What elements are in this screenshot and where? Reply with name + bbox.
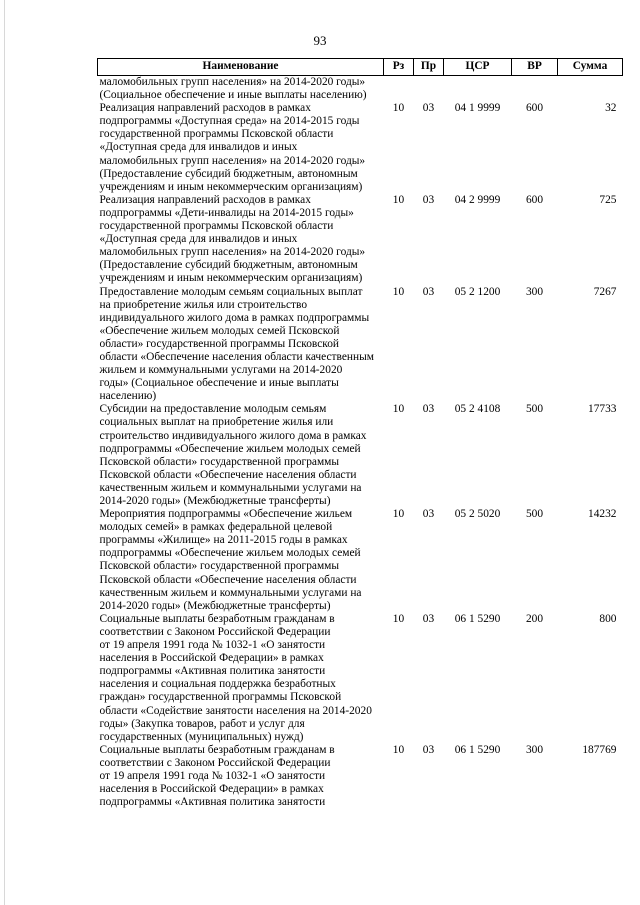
row-sum-cell: 7267 (593, 285, 617, 298)
row-pr-cell (414, 76, 444, 103)
row-name-line: подпрограммы «Активная политика занятости (99, 665, 326, 678)
row-name-line: Псковской области» государственной программы (99, 455, 340, 468)
row-pr-cell: 03 (422, 612, 435, 625)
row-vr-cell: 600 (525, 193, 544, 206)
row-name-line: на приобретение жилья или строительство (99, 298, 308, 311)
row-pr-cell: 03 (422, 743, 435, 756)
row-name-line: Субсидии на предоставление молодым семьям (99, 403, 327, 416)
row-vr-cell: 300 (525, 285, 544, 298)
row-rz-cell: 10 (392, 508, 405, 521)
row-name-cell (98, 508, 384, 613)
row-name-line: программы «Жилище» на 2011-2015 годы в рамках (99, 534, 348, 547)
header-pr: Пр (414, 59, 444, 76)
row-rz-cell (384, 76, 414, 103)
row-name-line: «Доступная среда для инвалидов и иных (99, 233, 298, 246)
page-number: 93 (313, 33, 327, 48)
row-rz-cell: 10 (392, 403, 405, 416)
row-name-line: индивидуального жилого дома в рамках подпрограммы (99, 311, 370, 324)
row-csr-cell: 04 2 9999 (454, 193, 501, 206)
table-row (98, 76, 623, 103)
row-name-line: подпрограммы «Обеспечение жильем молодых семей (99, 547, 361, 560)
row-name-cell (98, 403, 384, 508)
row-name-line: государственной программы Псковской области (99, 128, 334, 141)
row-name-line: граждан» государственной программы Псковской (99, 691, 342, 704)
row-name-line: Социальные выплаты безработным гражданам в (99, 612, 335, 625)
row-name-line: качественным жильем и коммунальными услугами на (99, 586, 362, 599)
header-vr: ВР (512, 59, 558, 76)
row-rz-cell: 10 (392, 612, 405, 625)
row-pr-cell: 03 (422, 193, 435, 206)
row-csr-cell (444, 76, 512, 103)
row-vr-cell: 200 (525, 612, 544, 625)
row-name-line: «Обеспечение жильем молодых семей Псковской (99, 324, 340, 337)
row-name-line: строительство индивидуального жилого дома в рамках (99, 429, 367, 442)
row-name-line: соответствии с Законом Российской Федерации (99, 625, 331, 638)
row-name-line: годы» (Закупка товаров, работ и услуг для (99, 717, 305, 730)
table-row (98, 286, 623, 404)
row-sum-cell: 17733 (588, 403, 617, 416)
row-name-line: Реализация направлений расходов в рамках (99, 102, 311, 115)
row-name-line: Предоставление молодым семьям социальных выплат (99, 285, 363, 298)
row-name-line: маломобильных групп населения» на 2014-2020 годы» (99, 76, 366, 88)
row-pr-cell: 03 (422, 403, 435, 416)
row-name-line: молодых семей» в рамках федеральной целевой (99, 521, 333, 534)
row-pr-cell: 03 (422, 285, 435, 298)
row-vr-cell: 600 (525, 102, 544, 115)
row-name-line: от 19 апреля 1991 года № 1032-1 «О занятости (99, 769, 326, 782)
table-header-row (98, 59, 623, 76)
row-sum-cell: 32 (605, 102, 617, 115)
row-name-cell (98, 76, 384, 103)
row-name-line: 2014-2020 годы» (Межбюджетные трансферты) (99, 495, 331, 507)
row-name-line: Мероприятия подпрограммы «Обеспечение жильем (99, 508, 353, 521)
row-sum-cell: 725 (599, 193, 617, 206)
row-rz-cell: 10 (392, 285, 405, 298)
row-sum-cell: 14232 (588, 508, 617, 521)
row-csr-cell: 06 1 5290 (454, 743, 501, 756)
table-row (98, 613, 623, 744)
row-name-line: (Предоставление субсидий бюджетным, автономным (99, 259, 358, 272)
table-row (98, 102, 623, 194)
row-name-line: населения в Российской Федерации» в рамках (99, 783, 324, 796)
row-name-line: области» государственной программы Псковской (99, 337, 340, 350)
row-name-cell (98, 613, 384, 744)
row-name-line: подпрограммы «Доступная среда» на 2014-2015 годы (99, 115, 360, 128)
row-name-line: 2014-2020 годы» (Межбюджетные трансферты) (99, 599, 331, 612)
row-vr-cell: 300 (525, 743, 544, 756)
row-name-line: подпрограммы «Активная политика занятости (99, 796, 326, 809)
row-rz-cell: 10 (392, 193, 405, 206)
row-vr-cell: 500 (525, 508, 544, 521)
row-rz-cell: 10 (392, 102, 405, 115)
row-name-line: от 19 апреля 1991 года № 1032-1 «О занятости (99, 639, 326, 652)
header-name: Наименование (98, 59, 384, 76)
table-row (98, 744, 623, 809)
header-rz: Рз (384, 59, 414, 76)
row-csr-cell: 05 2 5020 (454, 508, 501, 521)
row-csr-cell: 05 2 4108 (454, 403, 501, 416)
row-name-line: области «Содействие занятости населения на 2014-2020 (99, 704, 372, 717)
row-name-line: населению) (99, 390, 157, 403)
row-sum-cell: 800 (599, 612, 617, 625)
row-name-line: подпрограммы «Дети-инвалиды на 2014-2015 годы» (99, 206, 354, 219)
row-name-line: учреждениям и иным некоммерческим организациям) (99, 272, 363, 285)
row-name-line: маломобильных групп населения» на 2014-2020 годы» (99, 246, 366, 259)
row-name-line: качественным жильем и коммунальными услугами на (99, 481, 362, 494)
table-row (98, 403, 623, 508)
row-name-line: Реализация направлений расходов в рамках (99, 193, 311, 206)
row-csr-cell: 06 1 5290 (454, 612, 501, 625)
row-vr-cell: 500 (525, 403, 544, 416)
table-row (98, 194, 623, 286)
row-name-line: населения и социальная поддержка безработных (99, 678, 336, 691)
row-name-cell (98, 286, 384, 404)
row-name-line: Псковской области «Обеспечение населения области (99, 573, 357, 586)
row-vr-cell (512, 76, 558, 103)
row-name-cell (98, 744, 384, 809)
row-pr-cell: 03 (422, 508, 435, 521)
row-name-line: годы» (Социальное обеспечение и иные выплаты (99, 377, 339, 390)
row-name-line: населения в Российской Федерации» в рамках (99, 652, 324, 665)
row-csr-cell: 05 2 1200 (454, 285, 501, 298)
row-name-line: области «Обеспечение населения области качественным (99, 350, 374, 363)
row-name-line: «Доступная среда для инвалидов и иных (99, 141, 298, 154)
row-name-line: Псковской области «Обеспечение населения области (99, 468, 357, 481)
table-body (98, 76, 623, 810)
row-name-line: государственных (муниципальных) нужд) (99, 730, 304, 743)
row-name-cell (98, 194, 384, 286)
row-rz-cell: 10 (392, 743, 405, 756)
row-name-line: социальных выплат на приобретение жилья или (99, 416, 334, 429)
scan-edge (4, 0, 5, 905)
row-name-line: (Предоставление субсидий бюджетным, автономным (99, 167, 358, 180)
row-name-cell (98, 102, 384, 194)
budget-table (97, 58, 623, 809)
row-name-line: соответствии с Законом Российской Федерации (99, 756, 331, 769)
row-name-line: Социальные выплаты безработным гражданам в (99, 743, 335, 756)
row-name-line: учреждениям и иным некоммерческим организациям) (99, 180, 363, 193)
row-sum-cell (558, 76, 623, 103)
header-csr: ЦСР (444, 59, 512, 76)
row-name-line: (Социальное обеспечение и иные выплаты населению) (99, 89, 367, 102)
row-name-line: жильем и коммунальными услугами на 2014-2020 (99, 364, 343, 377)
row-sum-cell: 187769 (582, 743, 617, 756)
header-sum: Сумма (558, 59, 623, 76)
row-pr-cell: 03 (422, 102, 435, 115)
row-csr-cell: 04 1 9999 (454, 102, 501, 115)
row-name-line: Псковской области» государственной программы (99, 560, 340, 573)
row-name-line: маломобильных групп населения» на 2014-2020 годы» (99, 154, 366, 167)
table-row (98, 508, 623, 613)
row-name-line: подпрограммы «Обеспечение жильем молодых семей (99, 442, 361, 455)
row-name-line: государственной программы Псковской области (99, 220, 334, 233)
